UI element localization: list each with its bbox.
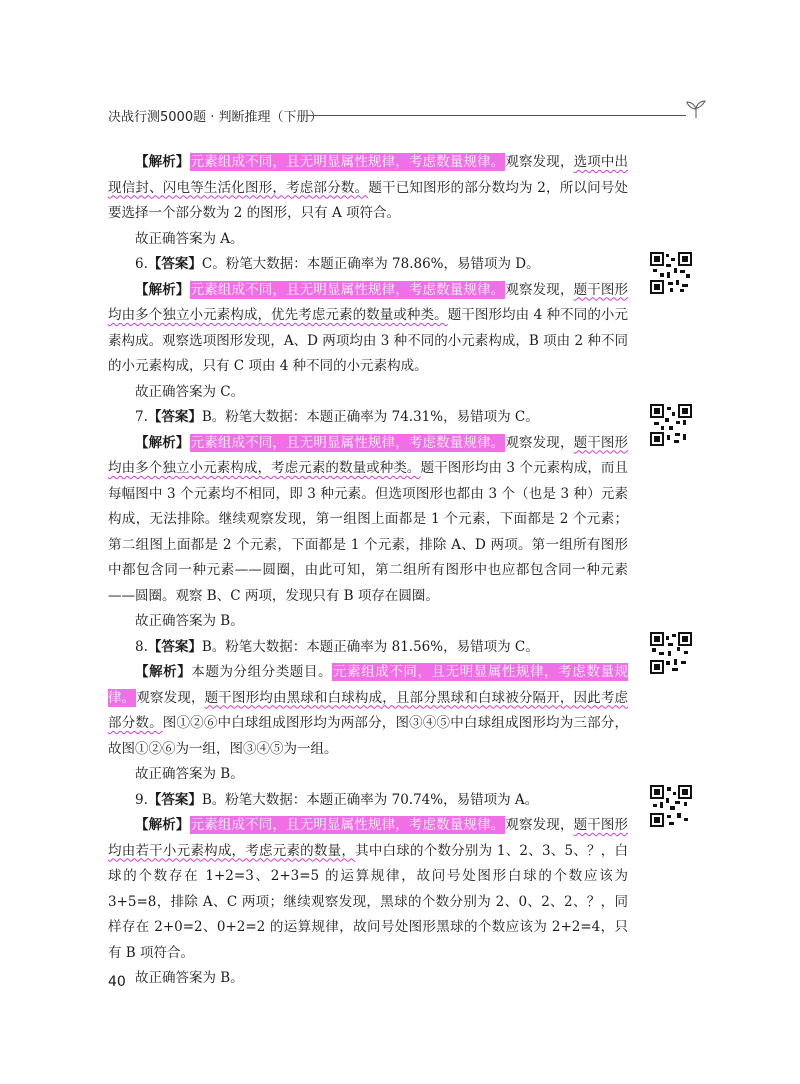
jiexi-label: 【解析】 xyxy=(135,281,190,298)
jiexi-label: 【解析】 xyxy=(135,664,192,680)
sprout-icon xyxy=(684,100,708,120)
answer-text: B。粉笔大数据：本题正确率为 81.56%，易错项为 C。 xyxy=(201,638,539,655)
q9-conclusion: 故正确答案为 B。 xyxy=(135,970,244,986)
answer-label: 【答案】 xyxy=(147,409,202,425)
explanation-text: 其中白球的个数分别为 1、2、3、5、？，白球的个数存在 1+2=3、2+3=5 的运算规律，故问号处图形白球的个数应该为 3+5=8，排除 A、C 两项；继续观察发现，黑球的个数分别为 2、0、2、2、？，同样存在 2+0=2、0+2=2 的运算规律，故问号处图形黑球的个数应该为 2+2=4，只有 B 项符合。 xyxy=(108,842,629,961)
answer-label: 【答案】 xyxy=(147,256,202,272)
book-title: 决战行测5000题 · 判断推理（下册） xyxy=(108,110,323,125)
highlighted-text: 元素组成不同，且无明显属性规律，考虑数量规律。 xyxy=(190,281,505,298)
q6-explanation xyxy=(108,278,628,380)
qr-code-icon[interactable] xyxy=(650,785,692,827)
highlighted-text: 元素组成不同，且无明显属性规律，考虑数量规律。 xyxy=(190,154,505,170)
explanation-text: 题干图形均由 3 个元素构成，而且每幅图中 3 个元素均不相同，即 3 种元素。但选项图形也都由 3 个（也是 3 种）元素构成，无法排除。继续观察发现，第一组图上面都是 1 个元素，下面都是 2 个元素；第二组图上面都是 2 个元素，下面都是 1 个元素，排除 A、D 两项。第一组所有图形中都包含同一种元素——圆圈，由此可知，第二组所有图形中也应都包含同一种元素——圆圈。观察 B、C 两项，发现只有 B 项存在圆圈。 xyxy=(108,460,629,604)
wavy-underlined-text: 题干图形均由多个独立小元素构成，优先考虑元素的数量或种类。 xyxy=(108,281,629,323)
q9-explanation xyxy=(108,813,628,966)
highlighted-text: 元素组成不同，且无明显属性规律，考虑数量规律。 xyxy=(190,434,505,451)
wavy-underlined-text: 题干图形均由多个独立小元素构成，考虑元素的数量或种类。 xyxy=(108,434,629,476)
q7-conclusion: 故正确答案为 B。 xyxy=(135,613,244,629)
explanation-text: 观察发现， xyxy=(136,689,205,706)
qr-code-icon[interactable] xyxy=(650,404,692,446)
q8-explanation xyxy=(108,660,628,762)
q5-explanation xyxy=(108,150,628,227)
explanation-text: 观察发现， xyxy=(505,817,574,833)
jiexi-label: 【解析】 xyxy=(135,817,190,833)
wavy-underlined-text: 题干图形均由若干小元素构成，考虑元素的数量， xyxy=(108,817,629,859)
q8-answer xyxy=(108,635,628,661)
explanation-text: 题干已知图形的部分数均为 2，所以问号处要选择一个部分数为 2 的图形，只有 A 项符合。 xyxy=(108,179,628,221)
question-number: 9. xyxy=(135,791,148,808)
running-header xyxy=(108,104,708,126)
explanation-text: 题干图形均由 4 种不同的小元素构成。观察选项图形发现，A、D 两项均由 3 种不同的小元素构成，B 项由 2 种不同的小元素构成，只有 C 项由 4 种不同的小元素构成。 xyxy=(108,307,629,374)
question-number: 6. xyxy=(135,256,148,272)
answer-explanations xyxy=(108,150,628,992)
header-rule xyxy=(308,115,686,116)
explanation-text: 观察发现， xyxy=(505,281,574,298)
wavy-underlined-text: 题干图形均由黑球和白球构成，且部分黑球和白球被分隔开，因此考虑部分数。 xyxy=(108,689,629,731)
highlighted-text: 元素组成不同，且无明显属性规律，考虑数量规律。 xyxy=(108,664,629,706)
question-number: 8. xyxy=(135,638,148,655)
answer-text: B。粉笔大数据：本题正确率为 70.74%，易错项为 A。 xyxy=(201,791,539,808)
explanation-text: 本题为分组分类题目。 xyxy=(191,664,333,680)
answer-label: 【答案】 xyxy=(147,791,202,808)
explanation-text: 图①②⑥中白球组成图形均为两部分，图③④⑤中白球组成图形均为三部分，故图①②⑥为一组，图③④⑤为一组。 xyxy=(108,715,629,757)
jiexi-label: 【解析】 xyxy=(135,434,190,451)
answer-text: B。粉笔大数据：本题正确率为 74.31%，易错项为 C。 xyxy=(201,409,539,425)
q5-conclusion: 故正确答案为 A。 xyxy=(135,230,244,247)
question-number: 7. xyxy=(135,409,148,425)
q8-conclusion: 故正确答案为 B。 xyxy=(135,766,244,782)
q6-conclusion: 故正确答案为 C。 xyxy=(135,383,245,400)
qr-code-icon[interactable] xyxy=(650,252,692,294)
explanation-text: 观察发现， xyxy=(505,434,574,451)
jiexi-label: 【解析】 xyxy=(135,154,190,170)
q6-answer xyxy=(108,252,628,278)
explanation-text: 观察发现， xyxy=(505,154,574,170)
highlighted-text: 元素组成不同，且无明显属性规律，考虑数量规律。 xyxy=(190,817,505,833)
answer-text: C。粉笔大数据：本题正确率为 78.86%，易错项为 D。 xyxy=(201,256,540,272)
q9-answer xyxy=(108,788,628,814)
page-number: 40 xyxy=(108,974,126,990)
q7-explanation xyxy=(108,431,628,610)
wavy-underlined-text: 选项中出现信封、闪电等生活化图形，考虑部分数。 xyxy=(108,154,629,196)
answer-label: 【答案】 xyxy=(147,638,202,655)
q7-answer xyxy=(108,405,628,431)
qr-code-icon[interactable] xyxy=(650,632,692,674)
